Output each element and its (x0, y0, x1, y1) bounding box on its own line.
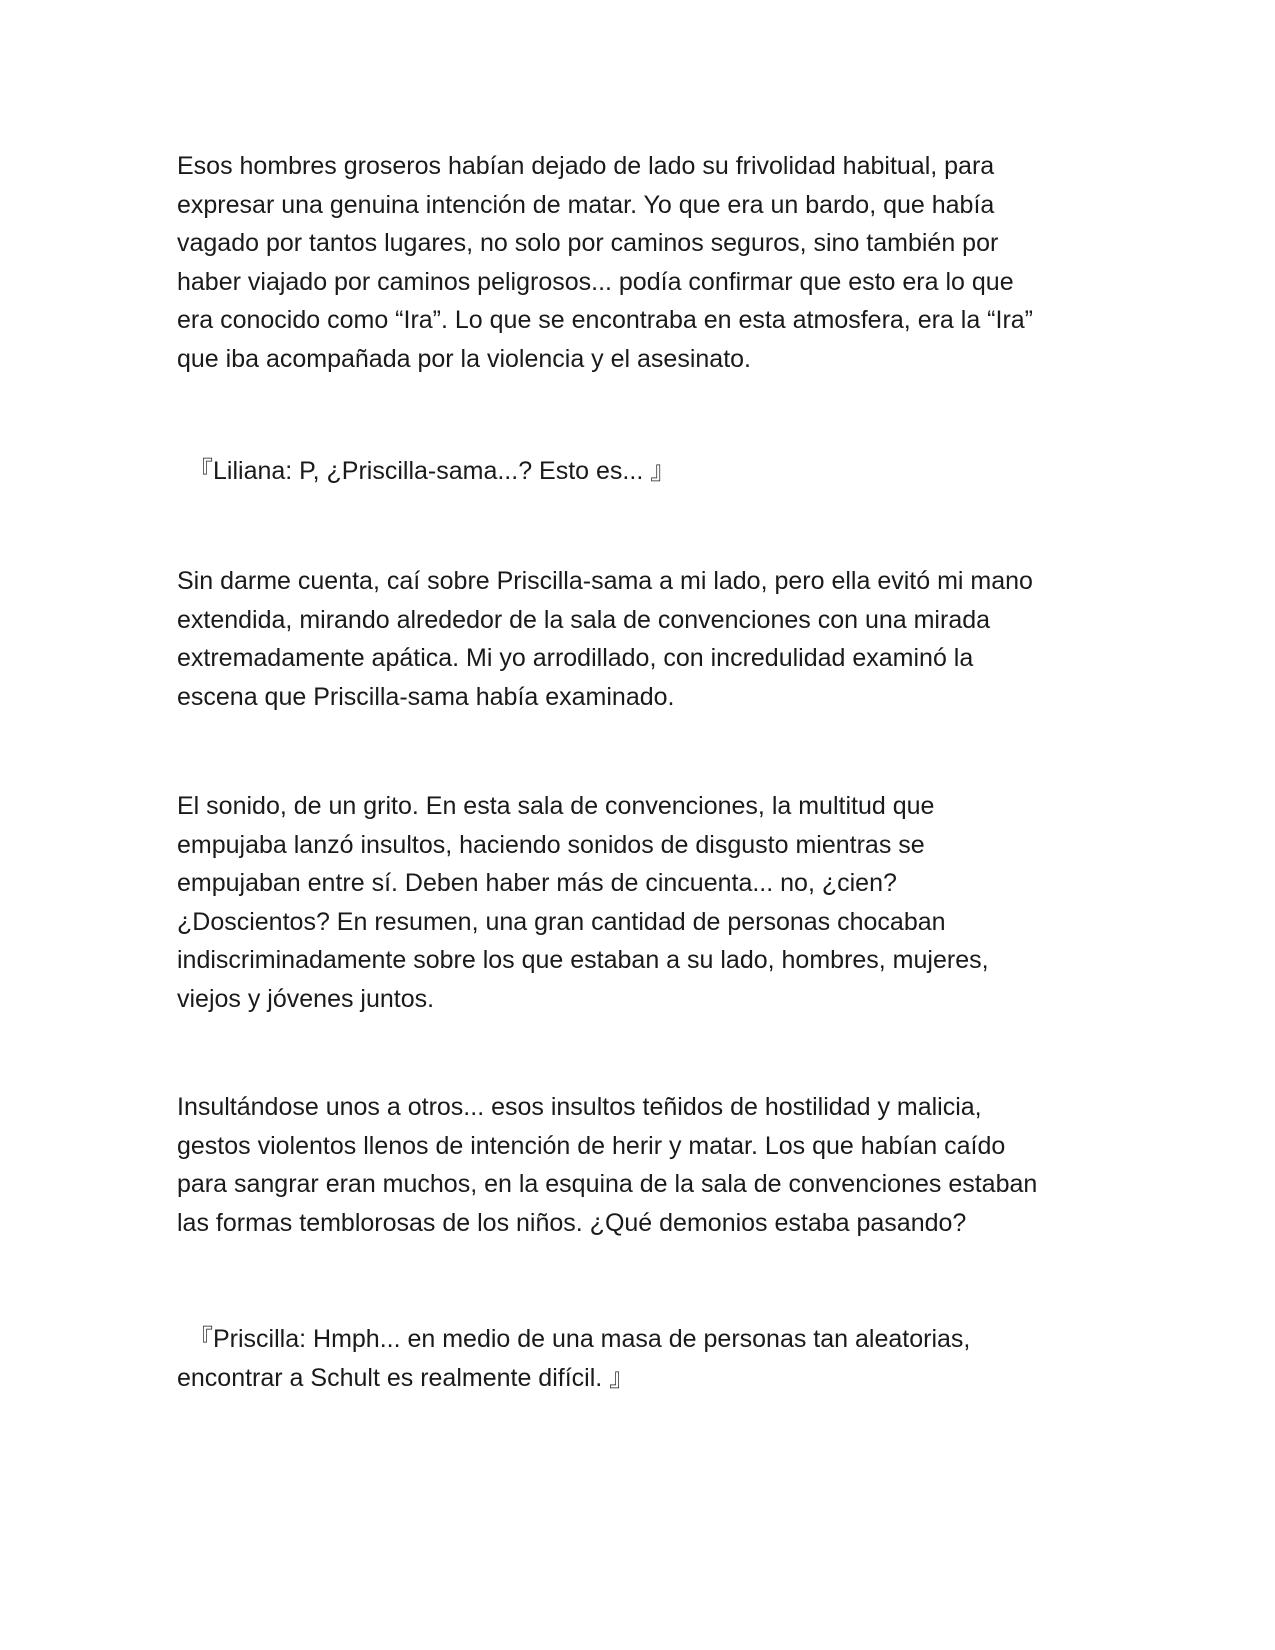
narration-paragraph-1: Esos hombres groseros habían dejado de lado su frivolidad habitual, para expresar una genuina intención de matar. Yo que era un bardo, que había vagado por tantos lugares, no solo por caminos seguros, sino también por haber viajado por caminos peligrosos... podía confirmar que esto era lo que era conocido como “Ira”. Lo que se encontraba en esta atmosfera, era la “Ira” que iba acompañada por la violencia y el asesinato. (177, 152, 1034, 373)
dialogue-priscilla: 『Priscilla: Hmph... en medio de una masa de personas tan aleatorias, encontrar a Schult es realmente difícil. 』 (177, 1325, 971, 1392)
narration-paragraph-2: Sin darme cuenta, caí sobre Priscilla-sama a mi lado, pero ella evitó mi mano extendida, mirando alrededor de la sala de convenciones con una mirada extremadamente apática. Mi yo arrodillado, con incredulidad examinó la escena que Priscilla-sama había examinado. (177, 567, 1033, 711)
narration-paragraph-3: El sonido, de un grito. En esta sala de convenciones, la multitud que empujaba lanzó insultos, haciendo sonidos de disgusto mientras se empujaban entre sí. Deben haber más de cincuenta... no, ¿cien? ¿Doscientos? En resumen, una gran cantidad de personas chocaban indiscriminadamente sobre los que estaban a su lado, hombres, mujeres, viejos y jóvenes juntos. (177, 792, 989, 1013)
narration-paragraph-4: Insultándose unos a otros... esos insultos teñidos de hostilidad y malicia, gestos violentos llenos de intención de herir y matar. Los que habían caído para sangrar eran muchos, en la esquina de la sala de convenciones estaban las formas temblorosas de los niños. ¿Qué demonios estaba pasando? (177, 1093, 1038, 1237)
dialogue-liliana: 『Liliana: P, ¿Priscilla-sama...? Esto es... 』 (188, 457, 676, 485)
